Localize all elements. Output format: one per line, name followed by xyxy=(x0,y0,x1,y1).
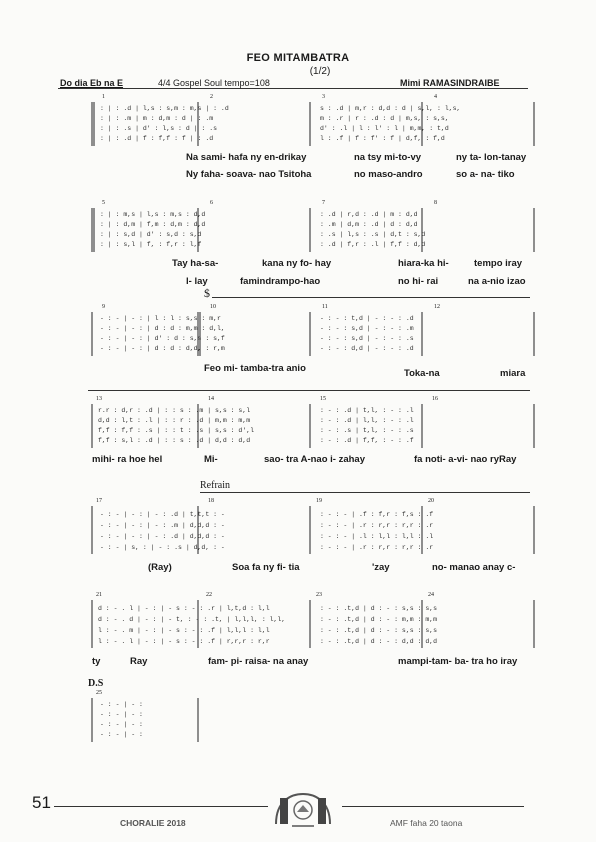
svg-text:: .s | l,s : .s | d,t : s: : .s | l,s : .s | d,t : s,d xyxy=(320,231,426,238)
svg-text:- : - | - : | d : d: - : - | - : | d : d : d,d, : r,m xyxy=(100,345,225,352)
lyric: Na sami- hafa ny en-drikay xyxy=(186,152,307,163)
lyric: hiara-ka hi- xyxy=(398,258,449,269)
part-number: (1/2) xyxy=(309,66,331,77)
svg-text:- : - | - : | d' : d: - : - | - : | d' : d : s,s : s,f xyxy=(100,335,225,342)
svg-text:: - : .s | t,l, : - :: : - : .s | t,l, : - : .s xyxy=(320,427,414,434)
music-system-5 xyxy=(88,498,538,558)
svg-text:: - : .t,d | d : - : m,m: : - : .t,d | d : - : m,m : m,m xyxy=(320,616,438,623)
lyric: fa noti- a-vi- nao ryRay xyxy=(414,454,517,465)
lyric: no maso-andro xyxy=(354,169,423,180)
svg-text:- : - | - : | l : l: - : - | - : | l : l : s,s : m,r xyxy=(100,315,221,322)
svg-text:: | : m,s | l,s : m,s: : | : m,s | l,s : m,s : d,d xyxy=(100,211,206,218)
measure-number: 5 xyxy=(102,200,105,206)
key-signature: Do dia Eb na E xyxy=(60,78,124,88)
lyric: Ny faha- soava- nao Tsitoha xyxy=(186,169,312,180)
svg-text:- : - | - : | -: - : - | - : | - : .d | t,t,t : - xyxy=(100,511,225,518)
footer-amf: AMF faha 20 taona xyxy=(390,818,463,828)
lyric: no- manao anay c- xyxy=(432,562,516,573)
svg-text:- : - | - :: - : - | - : xyxy=(100,721,143,728)
lyric: l- lay xyxy=(186,276,208,287)
svg-text:s : .d | m,r : d,d : d: s : .d | m,r : d,d : d | s,l, : l,s, xyxy=(320,105,461,112)
lyric: Mi- xyxy=(204,454,218,465)
solfa-staff-4 xyxy=(88,396,538,452)
svg-text:: - : - | .r : r,r : r,: : - : - | .r : r,r : r,r : .r xyxy=(320,522,434,529)
measure-number: 4 xyxy=(434,94,437,100)
measure-number: 10 xyxy=(210,304,216,310)
solfa-staff-3 xyxy=(88,304,538,360)
measure-number: 23 xyxy=(316,592,322,598)
header-rule xyxy=(58,88,528,89)
svg-text:l : - . l | - : | - s :: l : - . l | - : | - s : - : .f | r,r,r : r,r xyxy=(98,638,270,645)
choir-logo-icon xyxy=(270,790,336,830)
lyric: Feo mi- tamba-tra anio xyxy=(204,363,306,374)
lyric: ny ta- lon-tanay xyxy=(456,152,527,163)
svg-text:- : - | - :: - : - | - : xyxy=(100,701,143,708)
svg-text:: - : .t,d | d : - : s,s: : - : .t,d | d : - : s,s : s,s xyxy=(320,627,438,634)
composer: Mimi RAMASINDRAIBE xyxy=(400,78,500,88)
lyric: mihi- ra hoe hel xyxy=(92,454,163,465)
measure-number: 12 xyxy=(434,304,440,310)
svg-text:: - : .t,d | d : - : d,d: : - : .t,d | d : - : d,d : d,d xyxy=(320,638,438,645)
solfa-staff-1 xyxy=(88,94,538,150)
svg-text:: - : .d | t,l, : - :: : - : .d | t,l, : - : .l xyxy=(320,407,414,414)
svg-text:f,f : f,f : .s | : : t: f,f : f,f : .s | : : t : .s | s,s : d',l xyxy=(98,427,255,434)
measure-number: 20 xyxy=(428,498,434,504)
svg-text:d,d : l,t : .l | : : r: d,d : l,t : .l | : : r : .d | m,m : m,m xyxy=(98,417,251,424)
svg-text:: - : .d | l,l, : - :: : - : .d | l,l, : - : .l xyxy=(320,417,414,424)
lyric: Soa fa ny fi- tia xyxy=(232,562,300,573)
measure-number: 16 xyxy=(432,396,438,402)
page-number: 51 xyxy=(32,793,51,812)
svg-text:l : .f | f : f' : f: l : .f | f : f' : f | d,f, : f,d xyxy=(320,135,445,142)
measure-number: 25 xyxy=(96,690,102,696)
measure-number: 3 xyxy=(322,94,325,100)
svg-text:- : - | - : | -: - : - | - : | - : .d | d,d,d : - xyxy=(100,533,225,540)
section-rule xyxy=(88,390,530,391)
lyric: so a- na- tiko xyxy=(456,169,515,180)
lyric: kana ny fo- hay xyxy=(262,258,332,269)
svg-text:- : - | s, : | -: - : - | s, : | - : .s | d,d, : - xyxy=(100,544,225,551)
svg-text:: | : .d | f : f,f: : | : .d | f : f,f : f | : .d xyxy=(100,135,214,142)
music-system-6 xyxy=(88,592,538,652)
svg-text:- : - : s,d | - : - :: - : - : s,d | - : - : .m xyxy=(320,325,414,332)
measure-number: 7 xyxy=(322,200,325,206)
lyric: na a-nio izao xyxy=(468,276,526,287)
svg-text:: - : - | .f : f,r : f,: : - : - | .f : f,r : f,s : .f xyxy=(320,511,434,518)
svg-text:: .m | d,m : .d | d : d: : .m | d,m : .d | d : d,d xyxy=(320,221,418,228)
measure-number: 21 xyxy=(96,592,102,598)
measure-number: 22 xyxy=(206,592,212,598)
lyric: ty xyxy=(92,656,101,667)
lyric: (Ray) xyxy=(148,562,172,573)
svg-text:: - : - | .r : r,r : r,: : - : - | .r : r,r : r,r : .r xyxy=(320,544,434,551)
music-system-4 xyxy=(88,396,538,452)
svg-text:: - : - | .l : l,l : l,: : - : - | .l : l,l : l,l : .l xyxy=(320,533,434,540)
solfa-staff-6 xyxy=(88,592,538,652)
lyric: no hi- rai xyxy=(398,276,439,287)
measure-number: 11 xyxy=(322,304,328,310)
svg-text:: | : s,d | d' : s,d: : | : s,d | d' : s,d : s,d xyxy=(100,231,202,238)
svg-text:: | : .m | m : d,m: : | : .m | m : d,m : d | : .m xyxy=(100,115,214,122)
lyric: Ray xyxy=(130,656,148,667)
svg-text:: | : d,m | f,m : d,m: : | : d,m | f,m : d,m : d,d xyxy=(100,221,206,228)
music-system-2 xyxy=(88,200,538,256)
svg-text:: - : .t,d | d : - : s,s: : - : .t,d | d : - : s,s : s,s xyxy=(320,605,438,612)
lyric: miara xyxy=(500,368,526,379)
solfa-staff-7 xyxy=(88,690,228,746)
lyric: mampi-tam- ba- tra ho iray xyxy=(398,656,518,667)
measure-number: 19 xyxy=(316,498,322,504)
lyric: 'zay xyxy=(372,562,390,573)
footer-choralie: CHORALIE 2018 xyxy=(120,818,186,828)
svg-text:: .d | f,r : .l | f,f : d: : .d | f,r : .l | f,f : d,d xyxy=(320,241,426,248)
solfa-staff-2 xyxy=(88,200,538,256)
music-system-7 xyxy=(88,690,228,746)
svg-text:- : - : s,d | - : - :: - : - : s,d | - : - : .s xyxy=(320,335,414,342)
music-system-1 xyxy=(88,94,538,150)
song-title: FEO MITAMBATRA xyxy=(246,52,350,64)
music-system-3 xyxy=(88,304,538,360)
lyric: famindrampo-hao xyxy=(240,276,321,287)
solfa-staff-5 xyxy=(88,498,538,558)
svg-text:d : - . l | - : | - s :: d : - . l | - : | - s : - : .r | l,t,d : l,l xyxy=(98,605,270,612)
svg-text:- : - : d,d | - : - :: - : - : d,d | - : - : .d xyxy=(320,345,414,352)
refrain-label: Refrain xyxy=(200,480,230,491)
measure-number: 17 xyxy=(96,498,102,504)
lyric: fam- pi- raisa- na anay xyxy=(208,656,309,667)
lyric: Toka-na xyxy=(404,368,440,379)
measure-number: 14 xyxy=(208,396,214,402)
measure-number: 24 xyxy=(428,592,434,598)
section-rule xyxy=(200,492,530,493)
svg-text:- : - | - : | d : d: - : - | - : | d : d : m,m : d,l, xyxy=(100,325,225,332)
svg-text:d : - . d | - : | - t,: d : - . d | - : | - t, : - : .t, | l,l,l, : l,l, xyxy=(98,616,286,623)
svg-text:- : - | - :: - : - | - : xyxy=(100,731,143,738)
svg-text:l : - . m | - : | - s :: l : - . m | - : | - s : - : .f | l,l,l : l,l xyxy=(98,627,270,634)
lyric: sao- tra A-nao i- zahay xyxy=(264,454,366,465)
svg-text:- : - : t,d | - : - :: - : - : t,d | - : - : .d xyxy=(320,315,414,322)
svg-text:r.r : d,r : .d | : : s: r.r : d,r : .d | : : s : .m | s,s : s,l xyxy=(98,407,251,414)
svg-text:: | : .s | d' : l,s: : | : .s | d' : l,s : d | : .s xyxy=(100,125,218,132)
footer-rule-right xyxy=(342,806,524,807)
lyric: tempo iray xyxy=(474,258,523,269)
measure-number: 18 xyxy=(208,498,214,504)
svg-text:d' : .l | l : l' : l: d' : .l | l : l' : l | m,m, : t,d xyxy=(320,125,449,132)
measure-number: 13 xyxy=(96,396,102,402)
segno-mark: $ xyxy=(204,286,210,300)
svg-text:- : - | - :: - : - | - : xyxy=(100,711,143,718)
tempo-marking: 4/4 Gospel Soul tempo=108 xyxy=(158,78,270,88)
svg-text:m : .r | r : .d : d: m : .r | r : .d : d | m,s, : s,s, xyxy=(320,115,449,122)
measure-number: 8 xyxy=(434,200,437,206)
measure-number: 15 xyxy=(320,396,326,402)
svg-text:: | : s,l | f, : f,r: : | : s,l | f, : f,r : l,f xyxy=(100,241,202,248)
svg-text:: .d | r,d : .d | m : d: : .d | r,d : .d | m : d,d xyxy=(320,211,418,218)
section-rule xyxy=(212,297,530,298)
measure-number: 9 xyxy=(102,304,105,310)
ds-mark: D.S xyxy=(88,678,104,689)
measure-number: 2 xyxy=(210,94,213,100)
measure-number: 6 xyxy=(210,200,213,206)
svg-text:: - : .d | f,f, : - :: : - : .d | f,f, : - : .f xyxy=(320,437,414,444)
svg-text:- : - | - : | -: - : - | - : | - : .m | d,d,d : - xyxy=(100,522,225,529)
lyric: na tsy mi-to-vy xyxy=(354,152,422,163)
svg-text:f,f : s,l : .d | : : s: f,f : s,l : .d | : : s : .d | d,d : d,d xyxy=(98,437,251,444)
lyric: Tay ha-sa- xyxy=(172,258,219,269)
measure-number: 1 xyxy=(102,94,105,100)
footer-rule-left xyxy=(54,806,268,807)
svg-text:: | : .d | l,s : s,: : | : .d | l,s : s,m : m,s | : .d xyxy=(100,105,229,112)
